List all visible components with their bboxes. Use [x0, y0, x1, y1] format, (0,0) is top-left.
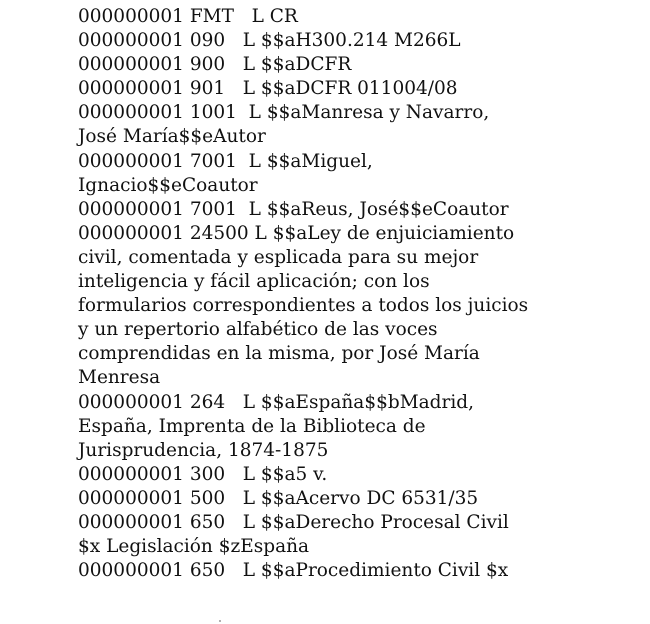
record-line: 000000001 090 L $$aH300.214 M266L	[78, 30, 461, 52]
record-line: 000000001 650 L $$aProcedimiento Civil $x	[78, 560, 509, 582]
record-line: 000000001 24500 L $$aLey de enjuiciamiento	[78, 222, 515, 244]
record-line: 000000001 500 L $$aAcervo DC 6531/35	[78, 487, 479, 509]
record-line: 000000001 650 L $$aDerecho Procesal Civil	[78, 511, 509, 533]
record-line: 000000001 1001 L $$aManresa y Navarro,	[78, 102, 490, 124]
record-line: José María$$eAutor	[78, 126, 266, 148]
record-line: Ignacio$$eCoautor	[78, 174, 258, 196]
record-line: comprendidas en la misma, por José María	[78, 343, 480, 365]
record-line: Menresa	[78, 367, 161, 389]
record-line: España, Imprenta de la Biblioteca de	[78, 415, 426, 437]
record-line: 000000001 7001 L $$aMiguel,	[78, 150, 373, 172]
record-line: 000000001 900 L $$aDCFR	[78, 54, 352, 76]
record-line: civil, comentada y esplicada para su mejor	[78, 246, 479, 268]
record-line: Jurisprudencia, 1874-1875	[78, 439, 329, 461]
record-line: inteligencia y fácil aplicación; con los	[78, 271, 430, 293]
record-line: 000000001 7001 L $$aReus, José$$eCoautor	[78, 198, 509, 220]
marc-record	[78, 5, 638, 583]
record-line: formularios correspondientes a todos los juicios	[78, 295, 529, 317]
record-line: 000000001 FMT L CR	[78, 6, 298, 27]
record-line: 000000001 901 L $$aDCFR 011004/08	[78, 78, 458, 100]
scan-speck	[219, 620, 221, 622]
record-line: y un repertorio alfabético de las voces	[78, 319, 438, 341]
record-line: 000000001 300 L $$a5 v.	[78, 463, 328, 485]
record-line: $x Legislación $zEspaña	[78, 536, 310, 558]
record-line: 000000001 264 L $$aEspaña$$bMadrid,	[78, 391, 474, 413]
